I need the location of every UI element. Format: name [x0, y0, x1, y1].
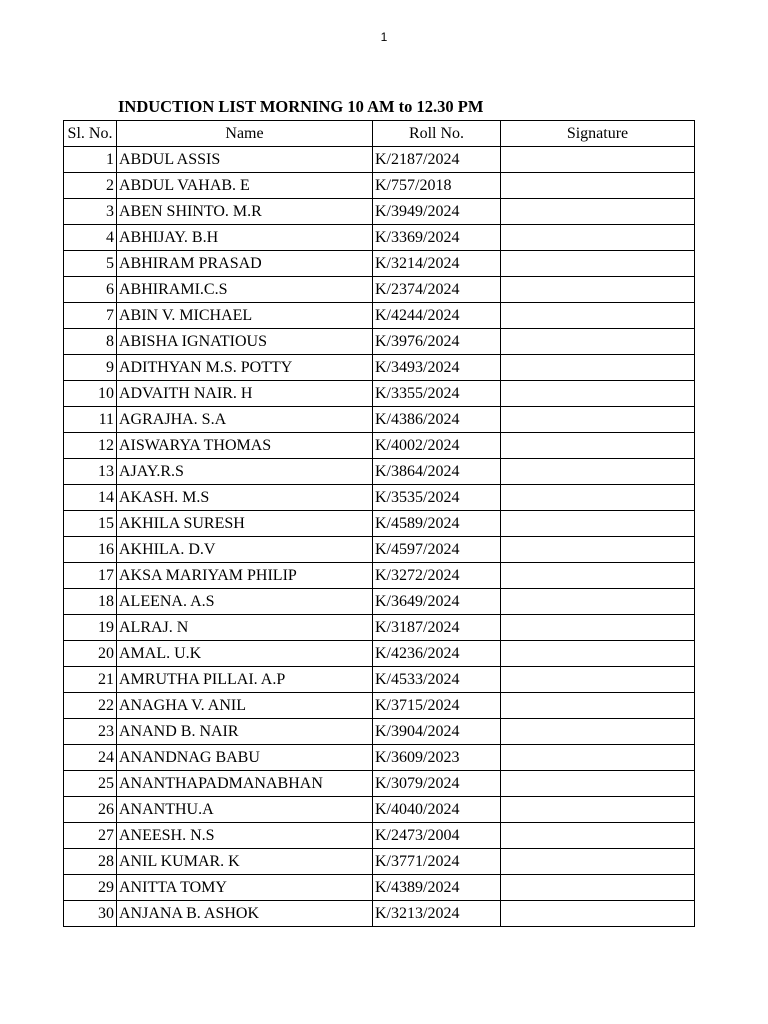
row-name: ABDUL VAHAB. E — [117, 173, 373, 199]
row-sl-no: 1 — [64, 147, 117, 173]
row-roll-no: K/3715/2024 — [373, 693, 501, 719]
row-signature-cell — [501, 433, 695, 459]
row-signature-cell — [501, 199, 695, 225]
row-name: AKSA MARIYAM PHILIP — [117, 563, 373, 589]
table-row — [64, 823, 695, 849]
row-sl-no: 2 — [64, 173, 117, 199]
row-roll-no: K/3649/2024 — [373, 589, 501, 615]
row-roll-no: K/3535/2024 — [373, 485, 501, 511]
row-signature-cell — [501, 537, 695, 563]
table-row — [64, 459, 695, 485]
row-sl-no: 13 — [64, 459, 117, 485]
row-roll-no: K/3214/2024 — [373, 251, 501, 277]
row-sl-no: 15 — [64, 511, 117, 537]
row-name: ABIN V. MICHAEL — [117, 303, 373, 329]
row-name: ANANTHU.A — [117, 797, 373, 823]
row-sl-no: 22 — [64, 693, 117, 719]
row-name: ANEESH. N.S — [117, 823, 373, 849]
row-roll-no: K/757/2018 — [373, 173, 501, 199]
table-header-row — [64, 121, 695, 147]
header-roll-no: Roll No. — [373, 121, 501, 147]
row-signature-cell — [501, 381, 695, 407]
row-roll-no: K/4236/2024 — [373, 641, 501, 667]
row-roll-no: K/4389/2024 — [373, 875, 501, 901]
row-roll-no: K/4533/2024 — [373, 667, 501, 693]
table-row — [64, 173, 695, 199]
row-name: ABHIJAY. B.H — [117, 225, 373, 251]
table-row — [64, 667, 695, 693]
row-roll-no: K/2473/2004 — [373, 823, 501, 849]
row-signature-cell — [501, 511, 695, 537]
row-signature-cell — [501, 329, 695, 355]
table-row — [64, 797, 695, 823]
row-name: ANAGHA V. ANIL — [117, 693, 373, 719]
row-sl-no: 24 — [64, 745, 117, 771]
row-roll-no: K/3187/2024 — [373, 615, 501, 641]
row-signature-cell — [501, 147, 695, 173]
row-roll-no: K/3272/2024 — [373, 563, 501, 589]
table-row — [64, 485, 695, 511]
row-sl-no: 27 — [64, 823, 117, 849]
row-sl-no: 25 — [64, 771, 117, 797]
row-sl-no: 12 — [64, 433, 117, 459]
header-name: Name — [117, 121, 373, 147]
row-roll-no: K/3904/2024 — [373, 719, 501, 745]
table-row — [64, 277, 695, 303]
row-roll-no: K/2187/2024 — [373, 147, 501, 173]
row-roll-no: K/4589/2024 — [373, 511, 501, 537]
row-sl-no: 23 — [64, 719, 117, 745]
row-sl-no: 26 — [64, 797, 117, 823]
row-sl-no: 8 — [64, 329, 117, 355]
row-sl-no: 4 — [64, 225, 117, 251]
table-row — [64, 329, 695, 355]
row-signature-cell — [501, 251, 695, 277]
table-row — [64, 303, 695, 329]
row-signature-cell — [501, 667, 695, 693]
row-name: AJAY.R.S — [117, 459, 373, 485]
table-row — [64, 147, 695, 173]
row-signature-cell — [501, 563, 695, 589]
row-name: AISWARYA THOMAS — [117, 433, 373, 459]
table-row — [64, 693, 695, 719]
row-roll-no: K/4597/2024 — [373, 537, 501, 563]
table-row — [64, 537, 695, 563]
table-row — [64, 901, 695, 927]
row-roll-no: K/3369/2024 — [373, 225, 501, 251]
row-roll-no: K/3079/2024 — [373, 771, 501, 797]
row-name: AKHILA. D.V — [117, 537, 373, 563]
table-row — [64, 355, 695, 381]
row-name: ADVAITH NAIR. H — [117, 381, 373, 407]
table-row — [64, 719, 695, 745]
row-sl-no: 28 — [64, 849, 117, 875]
row-name: ABHIRAMI.C.S — [117, 277, 373, 303]
row-signature-cell — [501, 641, 695, 667]
row-signature-cell — [501, 823, 695, 849]
page-number: 1 — [380, 30, 388, 44]
row-sl-no: 19 — [64, 615, 117, 641]
row-signature-cell — [501, 173, 695, 199]
row-name: ABHIRAM PRASAD — [117, 251, 373, 277]
row-signature-cell — [501, 693, 695, 719]
row-roll-no: K/3493/2024 — [373, 355, 501, 381]
header-signature: Signature — [501, 121, 695, 147]
row-roll-no: K/4386/2024 — [373, 407, 501, 433]
row-sl-no: 16 — [64, 537, 117, 563]
row-name: ABDUL ASSIS — [117, 147, 373, 173]
row-signature-cell — [501, 797, 695, 823]
row-roll-no: K/3864/2024 — [373, 459, 501, 485]
row-roll-no: K/4002/2024 — [373, 433, 501, 459]
row-sl-no: 7 — [64, 303, 117, 329]
row-signature-cell — [501, 771, 695, 797]
row-roll-no: K/3976/2024 — [373, 329, 501, 355]
row-name: ALRAJ. N — [117, 615, 373, 641]
row-signature-cell — [501, 485, 695, 511]
row-roll-no: K/3355/2024 — [373, 381, 501, 407]
row-name: ANITTA TOMY — [117, 875, 373, 901]
row-signature-cell — [501, 875, 695, 901]
row-name: AMAL. U.K — [117, 641, 373, 667]
table-row — [64, 875, 695, 901]
row-sl-no: 9 — [64, 355, 117, 381]
row-name: ANJANA B. ASHOK — [117, 901, 373, 927]
row-name: ANANTHAPADMANABHAN — [117, 771, 373, 797]
header-sl-no: Sl. No. — [64, 121, 117, 147]
table-row — [64, 771, 695, 797]
table-row — [64, 433, 695, 459]
row-sl-no: 5 — [64, 251, 117, 277]
row-name: ANANDNAG BABU — [117, 745, 373, 771]
row-name: ABEN SHINTO. M.R — [117, 199, 373, 225]
table-row — [64, 407, 695, 433]
table-row — [64, 199, 695, 225]
row-sl-no: 10 — [64, 381, 117, 407]
table-row — [64, 615, 695, 641]
row-roll-no: K/4244/2024 — [373, 303, 501, 329]
table-row — [64, 251, 695, 277]
row-signature-cell — [501, 277, 695, 303]
row-name: AGRAJHA. S.A — [117, 407, 373, 433]
row-roll-no: K/2374/2024 — [373, 277, 501, 303]
row-signature-cell — [501, 901, 695, 927]
table-row — [64, 381, 695, 407]
row-name: ANIL KUMAR. K — [117, 849, 373, 875]
page-title: INDUCTION LIST MORNING 10 AM to 12.30 PM — [118, 97, 484, 116]
table-row — [64, 511, 695, 537]
row-name: AKHILA SURESH — [117, 511, 373, 537]
row-signature-cell — [501, 849, 695, 875]
row-sl-no: 3 — [64, 199, 117, 225]
induction-table — [63, 120, 695, 927]
row-name: AMRUTHA PILLAI. A.P — [117, 667, 373, 693]
row-roll-no: K/3771/2024 — [373, 849, 501, 875]
row-name: ALEENA. A.S — [117, 589, 373, 615]
row-signature-cell — [501, 303, 695, 329]
table-row — [64, 745, 695, 771]
row-signature-cell — [501, 407, 695, 433]
row-roll-no: K/4040/2024 — [373, 797, 501, 823]
table-row — [64, 589, 695, 615]
row-sl-no: 18 — [64, 589, 117, 615]
row-sl-no: 20 — [64, 641, 117, 667]
row-name: ABISHA IGNATIOUS — [117, 329, 373, 355]
table-row — [64, 563, 695, 589]
row-sl-no: 14 — [64, 485, 117, 511]
row-signature-cell — [501, 589, 695, 615]
row-signature-cell — [501, 225, 695, 251]
row-sl-no: 29 — [64, 875, 117, 901]
row-signature-cell — [501, 615, 695, 641]
table-row — [64, 641, 695, 667]
row-sl-no: 17 — [64, 563, 117, 589]
row-name: ANAND B. NAIR — [117, 719, 373, 745]
table-row — [64, 225, 695, 251]
row-name: ADITHYAN M.S. POTTY — [117, 355, 373, 381]
row-signature-cell — [501, 459, 695, 485]
row-sl-no: 11 — [64, 407, 117, 433]
row-name: AKASH. M.S — [117, 485, 373, 511]
row-signature-cell — [501, 719, 695, 745]
row-signature-cell — [501, 355, 695, 381]
row-sl-no: 30 — [64, 901, 117, 927]
row-sl-no: 6 — [64, 277, 117, 303]
row-signature-cell — [501, 745, 695, 771]
row-sl-no: 21 — [64, 667, 117, 693]
row-roll-no: K/3609/2023 — [373, 745, 501, 771]
table-row — [64, 849, 695, 875]
row-roll-no: K/3949/2024 — [373, 199, 501, 225]
table-body — [64, 147, 695, 927]
row-roll-no: K/3213/2024 — [373, 901, 501, 927]
